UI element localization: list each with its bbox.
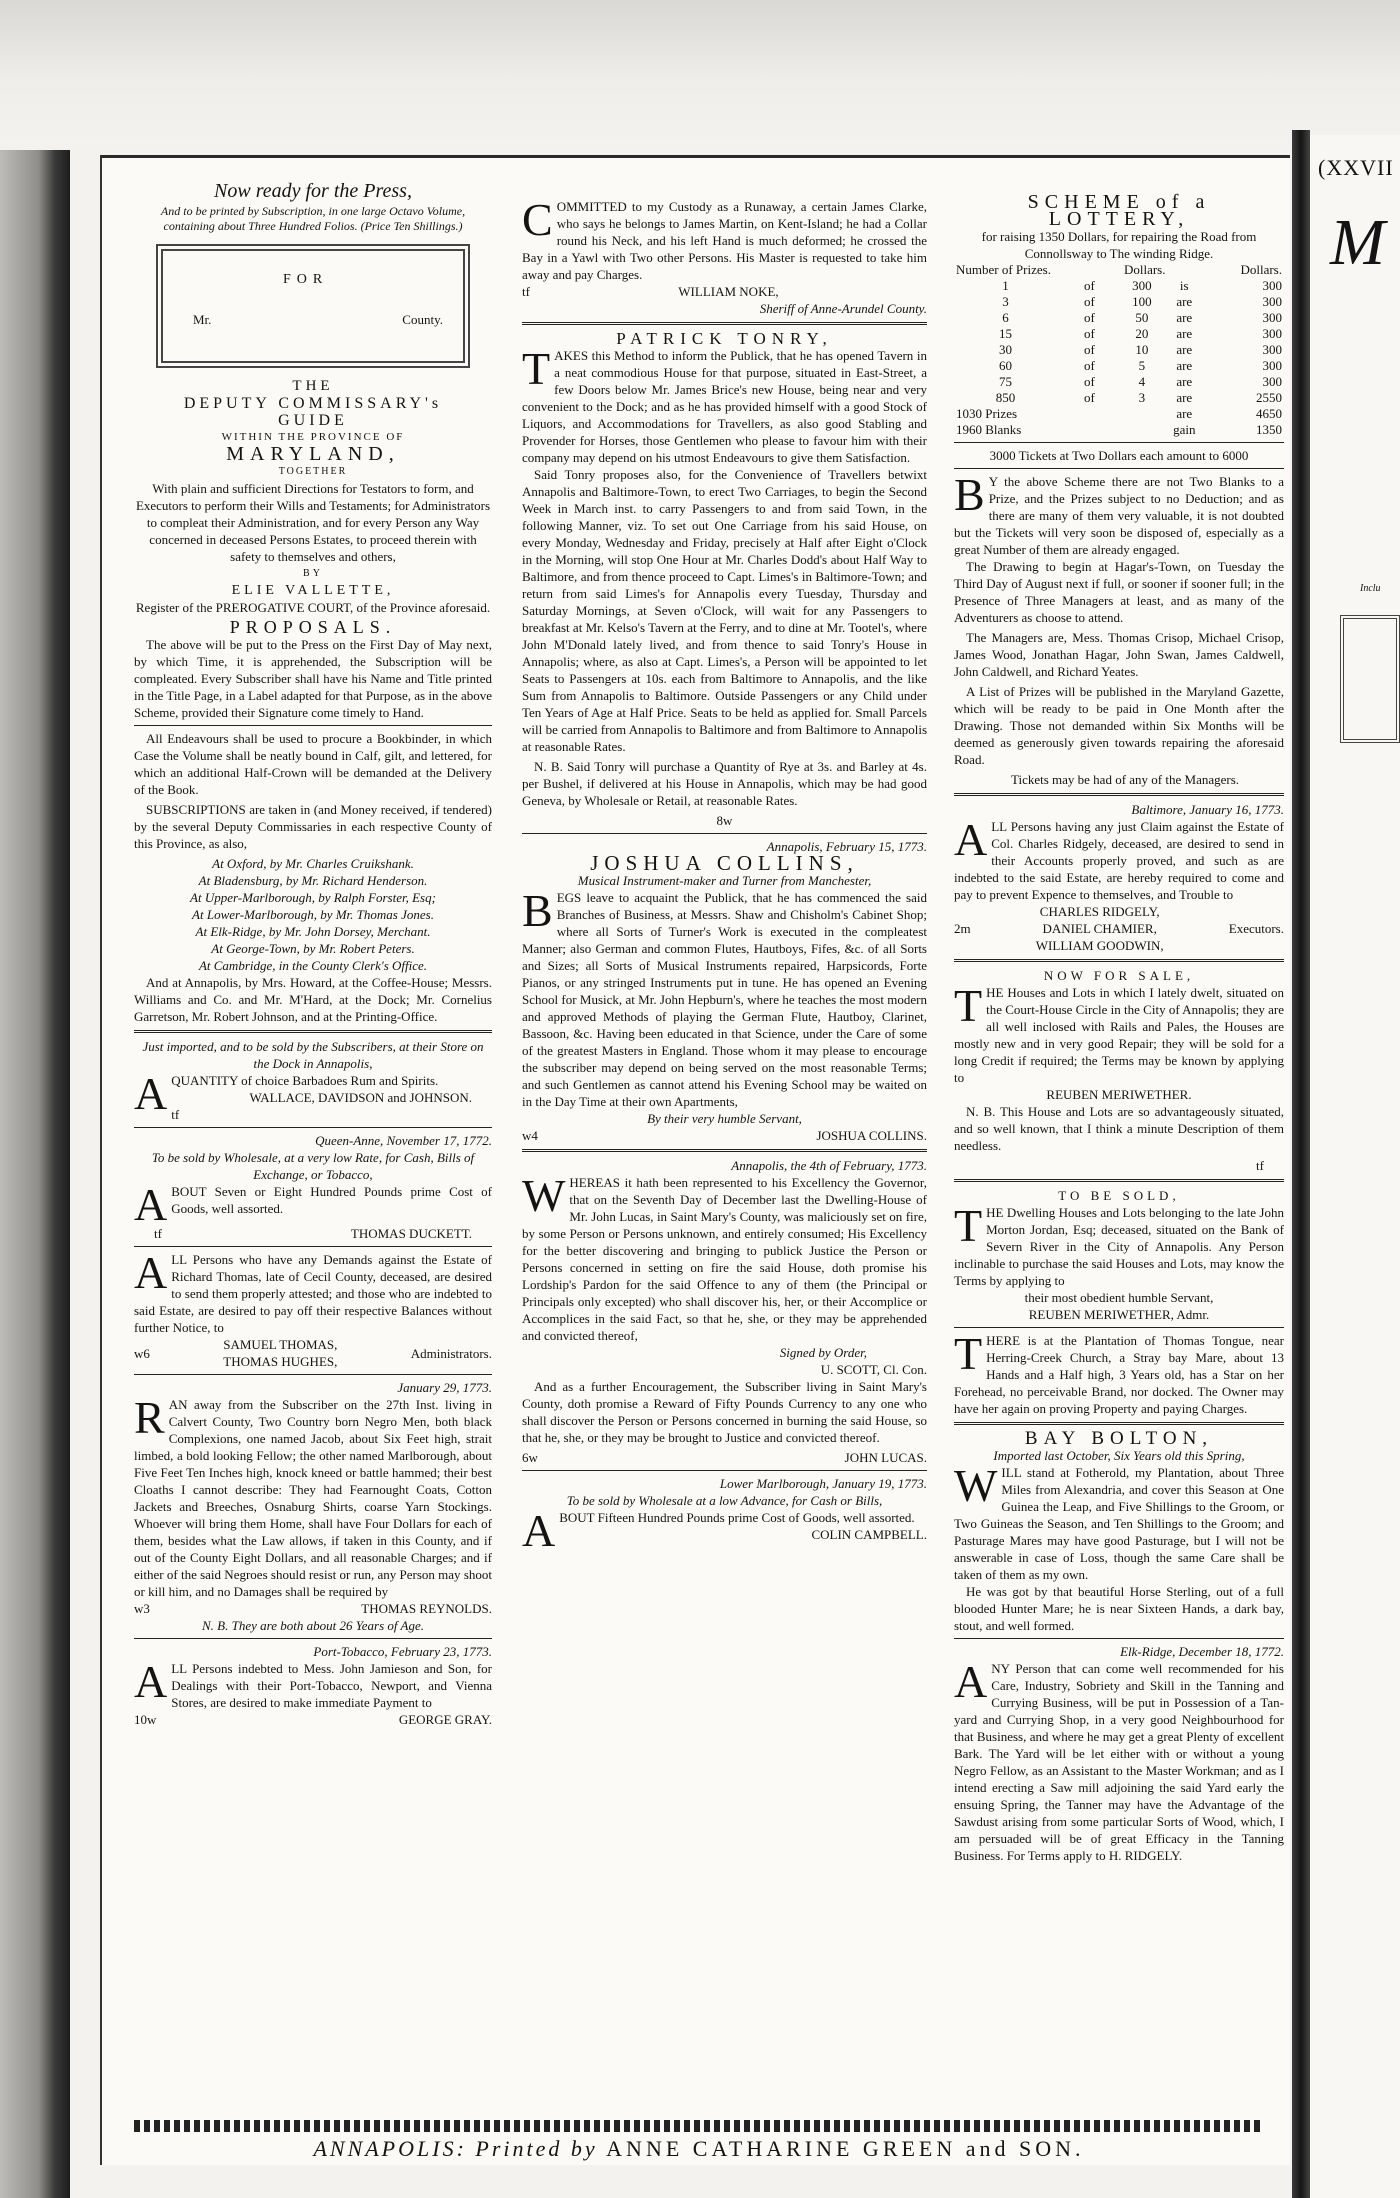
imprint: [134, 2136, 1264, 2162]
rule: [522, 322, 927, 325]
scheme-text-5: Tickets may be had of any of the Managers.: [1010, 772, 1240, 787]
lottery-cell: 300: [1132, 278, 1152, 293]
agent-2: At Bladensburg, by Mr. Richard Henderson.: [198, 873, 428, 888]
runaway-signature: THOMAS REYNOLDS.: [361, 1601, 492, 1616]
tonry-text-2: Said Tonry proposes also, for the Convenience of Travellers betwixt Annapolis and Baltimore-Town, to erect Two Carriages, to begin the Second Week in March inst. to carry Passengers to and from said Town, in the following Manner, viz. To set out One Carriage from his said House, on every Monday, Wednesday and Friday, precisely at Half after Eight o'Clock in the Morning, will stop One Hour at Mr. Charles Dodd's about Half Way to Baltimore, and from thence proceed to Capt. Limes's in Baltimore-Town; and return from said Limes's for Annapolis every Tuesday, Thursday and Saturday Mornings, at Seven o'Clock, will wait for any Passengers to breakfast at Mr. Kelso's Tavern at the Ferry, and to dine at Mr. Tootel's, where John M'Donald lately lived, and from thence to said Tonry's House in Annapolis; where, as also at Capt. Limes's, a Person will be appointed to let Seats to Passengers at 10s. each from Baltimore to Annapolis, and the like Sum from Annapolis to Baltimore. Outside Passengers or any Child under Ten Years of Age at Half Price. Seats to be held as applied for. Small Parcels will be carried from Annapolis to Baltimore and from Baltimore to Annapolis at reasonable Rates.: [522, 467, 927, 754]
lottery-cell: of: [1084, 278, 1095, 293]
collins-w: w4: [522, 1128, 538, 1143]
lottery-header: Dollars.: [1240, 262, 1282, 277]
press-heading: Now ready for the Press,: [214, 180, 412, 202]
pt-text: LL Persons indebted to Mess. John Jamieson and Son, for Dealings with their Port-Tobacco, Newport, and Vienna Stores, are desired to make immediate Payment to: [171, 1661, 492, 1710]
sale-text: HE Houses and Lots in which I lately dwelt, situated on the Court-House Circle in the City of Annapolis; they are all well inclosed with Rails and Pales, the Houses are mostly new and in very good Repair; they will be sold for a long Credit if required; the Terms may be known by applying to: [954, 985, 1284, 1085]
committed-text: OMMITTED to my Custody as a Runaway, a certain James Clarke, who says he belongs to James Martin, on Kent-Island; he had a Collar round his Neck, and his left Hand is much deformed; he crossed the Bay in a Yawl with Two other Persons. His Master is requested to take him away and pay Charges.: [522, 199, 927, 282]
lottery-cell: 300: [1262, 342, 1282, 357]
lottery-total-row: [954, 422, 1284, 438]
ridgely-text: LL Persons having any just Claim against the Estate of Col. Charles Ridgely, deceased, are desired to send in their Accounts properly proved, and such as are indebted to the said Estate, are hereby required to come and pay to prevent Expence to themselves, and Trouble to: [954, 819, 1284, 902]
lottery-cell: of: [1084, 390, 1095, 405]
lottery-cell: 6: [1002, 310, 1009, 325]
drop-cap: C: [522, 194, 553, 245]
ridgely-role: Executors.: [1228, 921, 1284, 936]
rule: [954, 1327, 1284, 1328]
lottery-cell: of: [1084, 294, 1095, 309]
imported-text: QUANTITY of choice Barbadoes Rum and Spirits.: [171, 1073, 439, 1088]
collins-date: Annapolis, February 15, 1773.: [766, 839, 927, 854]
lottery-cell: 1030 Prizes: [956, 406, 1018, 421]
drop-cap: A: [954, 1656, 988, 1707]
drop-cap: T: [954, 980, 983, 1031]
lottery-cell: are: [1176, 342, 1193, 357]
elk-date: Elk-Ridge, December 18, 1772.: [1120, 1644, 1284, 1659]
sold-signature: REUBEN MERIWETHER, Admr.: [1028, 1307, 1210, 1322]
queen-heading: To be sold by Wholesale, at a very low Rate, for Cash, Bills of Exchange, or Tobacco,: [151, 1150, 475, 1182]
ornamental-border: [134, 2120, 1264, 2132]
pt-date: Port-Tobacco, February 23, 1773.: [313, 1644, 492, 1659]
lottery-row: [954, 310, 1284, 326]
lottery-cell: 4650: [1256, 406, 1282, 421]
lottery-row: [954, 342, 1284, 358]
author-name: ELIE VALLETTE,: [231, 583, 395, 598]
thomas-w: w6: [134, 1345, 150, 1361]
rule: [954, 1422, 1284, 1425]
bolton-text-2: He was got by that beautiful Horse Sterling, out of a full blooded Hunter Mare; he is near Sixteen Hands, a dark bay, stout, and well formed.: [954, 1584, 1284, 1633]
ridgely-sig-3: WILLIAM GOODWIN,: [1035, 938, 1164, 953]
collins-close: By their very humble Servant,: [647, 1111, 802, 1126]
lucas-signature: JOHN LUCAS.: [844, 1450, 927, 1465]
lottery-cell: of: [1084, 310, 1095, 325]
lottery-cell: 300: [1262, 374, 1282, 389]
agent-7: At Cambridge, in the County Clerk's Office.: [198, 958, 428, 973]
lottery-cell: are: [1176, 374, 1193, 389]
subscriptions-text: SUBSCRIPTIONS are taken in (and Money received, if tendered) by the several Deputy Commissaries in each respective County of this Province, as also,: [134, 802, 492, 851]
rule: [954, 468, 1284, 469]
lottery-row: [954, 358, 1284, 374]
rule: [134, 725, 492, 726]
scan-shadow-top: [0, 0, 1400, 150]
lottery-cell: 300: [1262, 358, 1282, 373]
rule: [954, 1638, 1284, 1639]
runaway-w: w3: [134, 1601, 150, 1616]
collins-subheading: Musical Instrument-maker and Turner from Manchester,: [577, 873, 872, 888]
lottery-cell: 1960 Blanks: [956, 422, 1022, 437]
lottery-header: Number of Prizes.: [956, 262, 1051, 277]
tonry-text-1: AKES this Method to inform the Publick, that he has opened Tavern in a neat commodious House for that purpose, situated in East-Street, a few Doors below Mr. James Brice's new House, being near and very convenient to the Dock; and as he has provided himself with a good Stock of Liquors, and Accommodations for Travellers, as also good Stabling and Provender for Horses, those Gentlemen who please to favour him with their company may depend on his utmost Endeavours to give them Satisfaction.: [522, 348, 927, 465]
drop-cap: A: [134, 1656, 168, 1707]
lottery-cell: 850: [995, 390, 1016, 405]
lucas-text-2: And as a further Encouragement, the Subscriber living in Saint Mary's County, doth promise a Reward of Fifty Pounds Currency to any one who shall discover the Person or Persons concerned in burning the said House, so that he, she, or they may be brought to Justice and convicted thereof.: [522, 1379, 927, 1445]
runaway-nb: N. B. They are both about 26 Years of Age.: [202, 1618, 424, 1633]
agent-1: At Oxford, by Mr. Charles Cruikshank.: [212, 856, 414, 871]
adjacent-page-ornament: [1340, 615, 1400, 743]
scheme-text-3: The Managers are, Mess. Thomas Crisop, Michael Crisop, James Wood, Jonathan Hagar, John Swan, James Caldwell, John Caldwell, and Richard Yeates.: [954, 630, 1284, 679]
proposals-text: The above will be put to the Press on the First Day of May next, by which Time, it is apprehended, the Subscription will be compleated. Every Subscriber shall have his Name and Title printed in the Title Page, in a Label adapted for that Purpose, as in the above Scheme, provided their Signature come timely to Hand.: [134, 637, 492, 720]
lottery-cell: 60: [998, 358, 1012, 373]
rule: [522, 1149, 927, 1152]
thomas-sig-1: SAMUEL THOMAS,: [223, 1337, 338, 1352]
queen-tf: tf: [154, 1226, 162, 1241]
bolton-heading: BAY BOLTON,: [1024, 1428, 1214, 1449]
runaway-date: January 29, 1773.: [397, 1380, 492, 1395]
book-gutter: [1292, 130, 1310, 2198]
agent-6: At George-Town, by Mr. Robert Peters.: [211, 941, 415, 956]
lottery-cell: gain: [1173, 422, 1196, 437]
committed-role: Sheriff of Anne-Arundel County.: [759, 301, 927, 316]
lottery-cell: 1: [1002, 278, 1009, 293]
scheme-heading: SCHEME of a LOTTERY,: [1027, 191, 1211, 230]
ridgely-date: Baltimore, January 16, 1773.: [1131, 802, 1284, 817]
adjacent-page: [1310, 135, 1400, 2198]
lottery-row: [954, 278, 1284, 294]
agent-5: At Elk-Ridge, by Mr. John Dorsey, Merchant.: [195, 924, 431, 939]
lottery-row: [954, 374, 1284, 390]
sold-close: their most obedient humble Servant,: [1024, 1290, 1214, 1305]
committed-tf: tf: [522, 284, 530, 299]
lottery-header-row: [954, 262, 1284, 278]
rule: [954, 1179, 1284, 1182]
drop-cap: A: [134, 1068, 168, 1119]
pt-signature: GEORGE GRAY.: [398, 1712, 492, 1727]
collins-text: EGS leave to acquaint the Publick, that he has commenced the said Branches of Business, at Messrs. Shaw and Chisholm's Cabinet Shop; where all Sorts of Turner's Work is executed in the compleatest Manner; also German and common Flutes, Hautboys, Fifes, &c. of all Sorts and Sizes; all Sorts of Musical Instruments repaired, Harpsicords, Forte Pianos, or any stringed Instruments put in tune. He has opened an Evening School for Musick, at Mr. John Hepburn's, where he teaches the most modern and approved Methods of playing the German Flute, Hautboy, Clarinet, Bassoon, &c. Having been educated in that Science, under the Care of some of the greatest Masters in England. Those whom it may please to encourage the subscriber may depend on being served on the most reasonable Terms; and such Gentlemen as cannot attend his Evening School may be waited on in the Day Time at their own Apartments,: [522, 890, 927, 1109]
sale-nb: N. B. This House and Lots are so advantageously situated, and so well known, that I think a minute Description of them needless.: [954, 1104, 1284, 1153]
lottery-row: [954, 294, 1284, 310]
rule: [954, 793, 1284, 796]
lucas-text: HEREAS it hath been represented to his Excellency the Governor, that on the Seventh Day of December last the Dwelling-House of Mr. John Lucas, in Saint Mary's County, was maliciously set on fire, by some Person or Persons unknown, and entirely consumed; His Excellency for the better discovering and bringing to publick Justice the Person or Persons concerned in setting on fire the said House, doth promise his Lordship's Pardon for the said Offence to any of them (the Principal or Principals only excepted) who shall discover his, her, or their Accomplice or Accomplices in the said Fact, so that he, she, or they may be apprehended and convicted thereof,: [522, 1175, 927, 1343]
endeavours-text: All Endeavours shall be used to procure a Bookbinder, in which Case the Volume shall be neatly bound in Calf, gilt, and lettered, for which an additional Half-Crown will be demanded at the Delivery of the Book.: [134, 731, 492, 797]
lottery-row: [954, 390, 1284, 406]
lm-text: BOUT Fifteen Hundred Pounds prime Cost of Goods, well assorted.: [559, 1510, 915, 1525]
proposals-heading: PROPOSALS.: [229, 617, 397, 637]
lottery-row: [954, 326, 1284, 342]
lottery-cell: are: [1176, 406, 1193, 421]
lottery-cell: are: [1176, 358, 1193, 373]
lottery-cell: is: [1179, 278, 1189, 293]
lottery-cell: 300: [1262, 326, 1282, 341]
imprint-printed: Printed by: [475, 2136, 598, 2161]
by-label: BY: [303, 568, 323, 579]
lottery-cell: 30: [998, 342, 1012, 357]
ridgely-sig-1: CHARLES RIDGELY,: [1039, 904, 1160, 919]
lottery-cell: of: [1084, 374, 1095, 389]
tonry-heading: PATRICK TONRY,: [616, 329, 833, 348]
frame-for: FOR: [283, 272, 329, 287]
thomas-sig-2: THOMAS HUGHES,: [223, 1354, 338, 1369]
lm-heading: To be sold by Wholesale at a low Advance, for Cash or Bills,: [566, 1493, 883, 1508]
lottery-header: Dollars.: [1123, 262, 1166, 277]
collins-signature: JOSHUA COLLINS.: [816, 1128, 927, 1143]
lottery-cell: 3: [1138, 390, 1146, 405]
lottery-cell: of: [1084, 326, 1095, 341]
rule: [522, 1470, 927, 1471]
scheme-text-4: A List of Prizes will be published in the Maryland Gazette, which will be ready to be paid in One Month after the Drawing. Those not demanded within Six Months will be deemed as generously given towards repairing the aforesaid Road.: [954, 684, 1284, 767]
queen-date: Queen-Anne, November 17, 1772.: [315, 1133, 492, 1148]
tonry-nb: N. B. Said Tonry will purchase a Quantity of Rye at 3s. and Barley at 4s. per Bushel, if delivered at his House in Annapolis, which may be had good Geneva, by Wholesale or Retail, at reasonable Rates.: [522, 759, 927, 808]
lottery-tickets: 3000 Tickets at Two Dollars each amount to 6000: [989, 448, 1249, 463]
lottery-cell: 2550: [1256, 390, 1282, 405]
committed-signature: WILLIAM NOKE,: [678, 284, 779, 299]
footer: [134, 2120, 1264, 2162]
lottery-table: [954, 262, 1284, 438]
together-label: TOGETHER: [278, 466, 348, 477]
column-3: [954, 191, 1284, 1864]
sale-heading: NOW FOR SALE,: [1043, 968, 1195, 983]
rule: [954, 442, 1284, 443]
agent-3: At Upper-Marlborough, by Ralph Forster, Esq;: [190, 890, 436, 905]
imprint-printer: ANNE CATHARINE GREEN and SON.: [606, 2136, 1085, 2161]
tonry-w: 8w: [716, 813, 733, 828]
lottery-cell: are: [1176, 390, 1193, 405]
scheme-text-2: The Drawing to begin at Hagar's-Town, on Tuesday the Third Day of August next if full, or sooner if sooner full; in the Presence of Three Managers at least, and as many of the Adventurers as choose to attend.: [954, 559, 1284, 625]
subscription-label-frame: [156, 244, 470, 368]
drop-cap: A: [954, 814, 988, 865]
column-2: [522, 194, 927, 1556]
queen-signature: THOMAS DUCKETT.: [350, 1226, 472, 1241]
lm-date: Lower Marlborough, January 19, 1773.: [719, 1476, 927, 1491]
stray-text: HERE is at the Plantation of Thomas Tongue, near Herring-Creek Church, a Stray bay Mare, about 13 Hands and a Half high, 3 Years old, has a Star on her Forehead, no perceivable Brand, nor docked. The Owner may have her again on proving Property and paying Charges.: [954, 1333, 1284, 1416]
lottery-cell: 1350: [1256, 422, 1282, 437]
sold-text: HE Dwelling Houses and Lots belonging to the late John Morton Jordan, Esq; deceased, situated on the Bank of Severn River in the City of Annapolis. Any Person inclinable to purchase the said Houses and Lots, may know the Terms by applying to: [954, 1205, 1284, 1288]
lottery-cell: are: [1176, 310, 1193, 325]
lucas-date: Annapolis, the 4th of February, 1773.: [731, 1158, 927, 1173]
agents-last: And at Annapolis, by Mrs. Howard, at the Coffee-House; Messrs. Williams and Co. and Mr. M'Hard, at the Dock; Mr. Cornelius Garretson, Mr. Robert Johnson, and at the Printing-Office.: [134, 975, 492, 1024]
adjacent-page-subheading: Inclu: [1360, 583, 1381, 594]
collins-heading: JOSHUA COLLINS,: [590, 851, 859, 875]
newspaper-page: [100, 155, 1290, 2165]
rule: [134, 1638, 492, 1639]
ridgely-sig-2: DANIEL CHAMIER,: [1042, 921, 1157, 936]
frame-mr: Mr.: [193, 312, 212, 327]
rule: [134, 1374, 492, 1375]
imported-heading: Just imported, and to be sold by the Subscribers, at their Store on the Dock in Annapolis,: [142, 1039, 484, 1071]
drop-cap: T: [522, 343, 551, 394]
adjacent-page-initial: M: [1330, 206, 1385, 279]
lottery-cell: of: [1084, 358, 1095, 373]
queen-text: BOUT Seven or Eight Hundred Pounds prime Cost of Goods, well assorted.: [171, 1184, 492, 1216]
lottery-cell: 3: [1002, 294, 1009, 309]
drop-cap: B: [522, 885, 553, 936]
book-binding: [0, 150, 70, 2198]
sold-heading: TO BE SOLD,: [1058, 1188, 1180, 1203]
lottery-cell: of: [1084, 342, 1095, 357]
lucas-order: Signed by Order,: [779, 1345, 867, 1360]
title-line-3: WITHIN THE PROVINCE OF: [221, 431, 405, 443]
drop-cap: T: [954, 1200, 983, 1251]
lottery-cell: 4: [1138, 374, 1146, 389]
lottery-cell: 5: [1138, 358, 1146, 373]
bolton-subheading: Imported last October, Six Years old this Spring,: [993, 1448, 1245, 1463]
imported-tf: tf: [171, 1107, 180, 1122]
scheme-subheading: for raising 1350 Dollars, for repairing the Road from Connollsway to The winding Ridge.: [981, 229, 1257, 261]
title-line-4: MARYLAND,: [226, 443, 400, 465]
together-text: With plain and sufficient Directions for Testators to form, and Executors to perform their Wills and Testaments; for Administrators to compleat their Administration, and for every Person any Way concerned in deceased Persons Estates, to proceed therein with safety to themselves and others,: [135, 481, 491, 564]
imprint-city: ANNAPOLIS:: [313, 2136, 467, 2161]
rule: [522, 833, 927, 834]
press-subheading: And to be printed by Subscription, in one large Octavo Volume, containing about Three Hundred Folios. (Price Ten Shillings.): [160, 204, 466, 233]
lottery-cell: 10: [1135, 342, 1149, 357]
adjacent-page-title: (XXVII: [1318, 155, 1394, 180]
lucas-scott: U. SCOTT, Cl. Con.: [820, 1362, 927, 1377]
sale-signature: REUBEN MERIWETHER.: [1046, 1087, 1192, 1102]
lottery-cell: are: [1176, 326, 1193, 341]
drop-cap: A: [134, 1179, 168, 1230]
lottery-cell: are: [1176, 294, 1193, 309]
elk-text: NY Person that can come well recommended for his Care, Industry, Sobriety and Skill in the Tanning and Currying Business, will be put in Possession of a Tan-yard and Currying Shop, in a very good Neighbourhood for that Business, and where he may get a great Plenty of excellent Bark. The Yard will be let either with or without a young Negro Fellow, as an Assistant to the Master Workman; and as I intend erecting a Saw mill adjoining the said Yard early the ensuing Spring, the Tanner may have the Advantage of the Sawdust arising from some particular Sorts of Wood, which, I am persuaded will be of great Efficacy in the Tanning Business. For Terms apply to: [954, 1661, 1284, 1863]
drop-cap: A: [522, 1505, 556, 1556]
author-title: Register of the PREROGATIVE COURT, of the Province aforesaid.: [135, 600, 491, 615]
rule: [954, 959, 1284, 962]
column-1: [134, 178, 492, 1728]
elk-signature: H. RIDGELY.: [1108, 1848, 1183, 1863]
lm-signature: COLIN CAMPBELL.: [811, 1527, 927, 1542]
runaway-text: AN away from the Subscriber on the 27th Inst. living in Calvert County, Two Country born Negro Men, both black Complexions, one named Jacob, about Six Feet high, strait limbed, a bold looking Fellow; the other named Marlborough, about Five Feet Ten Inches high, knock kneed or battle hammed; their best Cloaths I cannot describe: They had Fearnought Coats, Cotton Jackets and Breeches, Osnaburg Shirts, coarse Yarn Stockings. Whoever will bring them Home, shall have Four Dollars for each of them, besides what the Law allows, if taken in this County, and if out of the County Eight Dollars, and all reasonable Charges; and if either of the said Negroes should resist or run, any Person may shoot or kill him, and no Damages shall be required by: [134, 1397, 492, 1599]
frame-county: County.: [402, 312, 443, 327]
sale-tf: tf: [1256, 1158, 1264, 1173]
scheme-text-1: Y the above Scheme there are not Two Blanks to a Prize, and the Prizes subject to no Deduction; and as there are many of them very valuable, it is not doubted but the Tickets will very soon be disposed of, especially as a great Number of them are already engaged.: [954, 474, 1284, 557]
drop-cap: W: [954, 1460, 998, 1511]
drop-cap: W: [522, 1170, 566, 1221]
drop-cap: A: [134, 1247, 168, 1298]
bolton-text: ILL stand at Fotherold, my Plantation, about Three Miles from Alexandria, and cover this Season at One Guinea the Leap, and Five Shillings to the Groom, or Two Guineas the Season, and Ten Shillings to the Groom; and Pasturage Mares may have good Pasturage, but I will not be answerable in case of Loss, though the same Care shall be taken of them as my own.: [954, 1465, 1284, 1582]
thomas-role: Administrators.: [410, 1345, 492, 1361]
ridgely-2m: 2m: [954, 921, 971, 936]
lottery-cell: 300: [1262, 310, 1282, 325]
title-line-2: GUIDE: [278, 412, 348, 429]
rule: [134, 1127, 492, 1128]
lottery-cell: 20: [1135, 326, 1149, 341]
lottery-cell: 15: [998, 326, 1012, 341]
drop-cap: T: [954, 1328, 983, 1379]
lottery-total-row: [954, 406, 1284, 422]
lucas-w: 6w: [522, 1450, 538, 1465]
agent-4: At Lower-Marlborough, by Mr. Thomas Jones.: [192, 907, 434, 922]
lottery-cell: 100: [1132, 294, 1152, 309]
thomas-text: LL Persons who have any Demands against the Estate of Richard Thomas, late of Cecil County, deceased, are desired to send them properly attested; and those who are indebted to said Estate, are desired to pay off their respective Balances without further Notice, to: [134, 1252, 492, 1335]
lottery-cell: 75: [998, 374, 1012, 389]
drop-cap: B: [954, 469, 985, 520]
title-the: THE: [292, 378, 334, 394]
lottery-cell: 300: [1262, 278, 1282, 293]
pt-w: 10w: [134, 1712, 157, 1727]
title-line-1: DEPUTY COMMISSARY's: [183, 395, 443, 412]
rule: [134, 1246, 492, 1247]
drop-cap: R: [134, 1392, 165, 1443]
imported-signature: WALLACE, DAVIDSON and JOHNSON.: [249, 1090, 472, 1105]
lottery-cell: 300: [1262, 294, 1282, 309]
rule: [134, 1030, 492, 1033]
lottery-cell: 50: [1135, 310, 1149, 325]
